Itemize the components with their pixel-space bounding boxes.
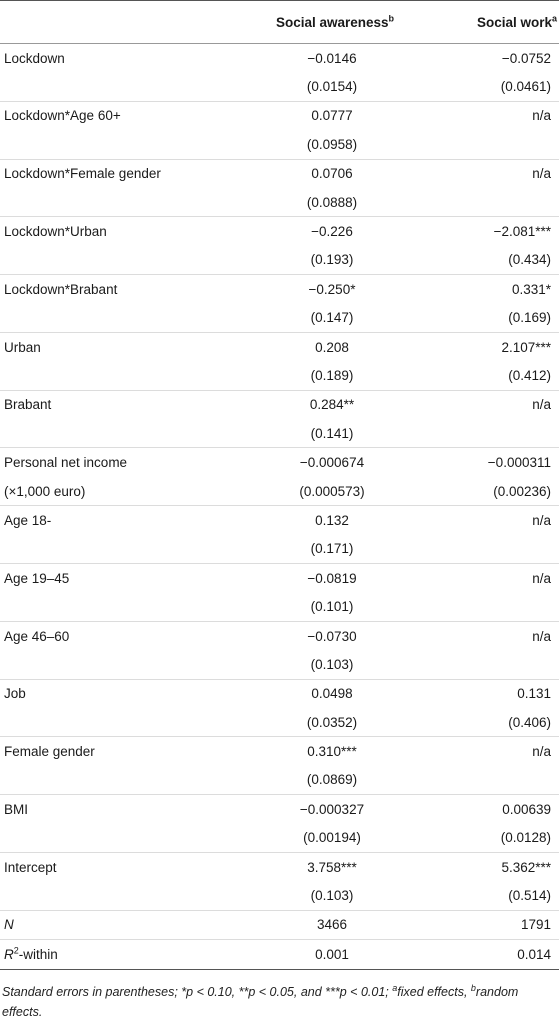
header-sup-a: a xyxy=(551,13,557,23)
row-label: Lockdown*Female gender xyxy=(0,159,234,188)
social-work-value xyxy=(422,592,559,621)
social-awareness-value: (0.193) xyxy=(310,252,354,268)
row-label xyxy=(0,708,234,737)
row-label xyxy=(0,650,234,679)
social-work-value: 1791 xyxy=(422,910,559,939)
row-label: Urban xyxy=(0,332,234,361)
social-awareness-value: (0.141) xyxy=(310,425,354,441)
social-work-value: n/a xyxy=(422,390,559,419)
social-awareness-value: (0.147) xyxy=(310,310,354,326)
row-label: Job xyxy=(0,679,234,708)
header-blank xyxy=(0,1,234,44)
social-work-value xyxy=(422,650,559,679)
social-awareness-value: −0.0730 xyxy=(234,621,422,650)
social-awareness-value: (0.0958) xyxy=(306,136,358,152)
social-awareness-value: (0.0869) xyxy=(306,772,358,788)
social-work-value xyxy=(422,535,559,564)
social-work-value: −0.000311 xyxy=(422,448,559,477)
social-work-value: (0.434) xyxy=(508,252,551,268)
row-label xyxy=(0,246,234,275)
row-label xyxy=(0,881,234,910)
header-social-work: Social work$^a$ xyxy=(422,1,559,44)
table-row xyxy=(0,419,559,448)
table-row xyxy=(0,535,559,564)
social-work-value: n/a xyxy=(422,564,559,593)
table-row xyxy=(0,910,559,939)
table-row xyxy=(0,72,559,101)
table-row xyxy=(0,246,559,275)
social-work-value xyxy=(422,419,559,448)
row-label xyxy=(0,419,234,448)
table-row xyxy=(0,448,559,477)
table-row xyxy=(0,795,559,824)
social-work-value: 0.331* xyxy=(422,275,559,304)
social-work-value: (0.0128) xyxy=(500,830,551,846)
table-row xyxy=(0,477,559,506)
row-label xyxy=(0,535,234,564)
table-row xyxy=(0,766,559,795)
table-row xyxy=(0,621,559,650)
social-work-value xyxy=(422,188,559,217)
social-awareness-value: −0.000674 xyxy=(234,448,422,477)
row-label xyxy=(0,188,234,217)
row-label xyxy=(0,824,234,853)
social-awareness-value: (0.103) xyxy=(310,888,354,904)
table-body xyxy=(0,44,559,970)
social-awareness-value: 3.758*** xyxy=(234,852,422,881)
table-row xyxy=(0,940,559,969)
row-label: Age 46–60 xyxy=(0,621,234,650)
row-label xyxy=(0,766,234,795)
social-awareness-value: 0.132 xyxy=(234,506,422,535)
table-row xyxy=(0,188,559,217)
social-work-value: (0.169) xyxy=(508,310,551,326)
social-awareness-value: 0.208 xyxy=(234,332,422,361)
row-label: $R^2$-within xyxy=(0,940,234,969)
row-label: BMI xyxy=(0,795,234,824)
table-row xyxy=(0,564,559,593)
social-awareness-value: 0.284** xyxy=(234,390,422,419)
social-awareness-value: (0.000573) xyxy=(299,483,365,499)
row-label xyxy=(0,72,234,101)
social-awareness-value: −0.0146 xyxy=(307,50,357,66)
table-row xyxy=(0,650,559,679)
social-work-value xyxy=(422,766,559,795)
social-work-value: 0.131 xyxy=(422,679,559,708)
social-work-value: −0.0752 xyxy=(501,50,551,66)
social-awareness-value: 0.0498 xyxy=(234,679,422,708)
social-work-value: (0.514) xyxy=(508,888,551,904)
table-row xyxy=(0,824,559,853)
social-awareness-value: 0.0706 xyxy=(234,159,422,188)
table-row xyxy=(0,708,559,737)
row-label xyxy=(0,361,234,390)
social-awareness-value: 0.0777 xyxy=(234,101,422,130)
social-awareness-value: (0.00194) xyxy=(303,830,361,846)
social-work-value: 2.107*** xyxy=(422,332,559,361)
social-awareness-value: (0.189) xyxy=(310,367,354,383)
table-row xyxy=(0,332,559,361)
social-awareness-value: (0.101) xyxy=(310,599,354,615)
row-label: Lockdown*Urban xyxy=(0,217,234,246)
social-work-value: n/a xyxy=(422,159,559,188)
social-work-value: (0.412) xyxy=(508,367,551,383)
social-work-value: n/a xyxy=(422,737,559,766)
social-work-value: 0.014 xyxy=(422,940,559,969)
row-label: Lockdown*Brabant xyxy=(0,275,234,304)
row-label: Brabant xyxy=(0,390,234,419)
table-row xyxy=(0,390,559,419)
header-sup-b: b xyxy=(388,13,395,23)
row-label: Intercept xyxy=(0,852,234,881)
social-awareness-value: (0.171) xyxy=(310,541,354,557)
table-row xyxy=(0,101,559,130)
row-label xyxy=(0,130,234,159)
social-work-value: 5.362*** xyxy=(422,852,559,881)
header-social-awareness: Social awareness$^b$ xyxy=(234,1,422,44)
social-work-value: (0.0461) xyxy=(500,79,551,95)
table-row xyxy=(0,852,559,881)
social-awareness-value: (0.0888) xyxy=(306,194,358,210)
table-row xyxy=(0,592,559,621)
row-label: N xyxy=(0,910,234,939)
social-work-value: n/a xyxy=(422,621,559,650)
row-label: Lockdown xyxy=(4,50,65,66)
table-footnote: Standard errors in parentheses; *p < 0.10, **p < 0.05, and ***p < 0.01; $^a$fixed effects, $^b$random effects. xyxy=(2,982,519,1019)
row-label: Age 18- xyxy=(0,506,234,535)
row-label: Female gender xyxy=(0,737,234,766)
table-row xyxy=(0,44,559,73)
row-label xyxy=(0,592,234,621)
social-work-value: n/a xyxy=(422,506,559,535)
row-label: Personal net income xyxy=(0,448,234,477)
table-row xyxy=(0,881,559,910)
table-row xyxy=(0,217,559,246)
table-row xyxy=(0,361,559,390)
social-work-value: n/a xyxy=(422,101,559,130)
social-work-value: (0.00236) xyxy=(493,483,551,499)
row-label: Lockdown*Age 60+ xyxy=(0,101,234,130)
social-awareness-value: 0.001 xyxy=(234,940,422,969)
table-row xyxy=(0,159,559,188)
table-row xyxy=(0,130,559,159)
row-label: Age 19–45 xyxy=(0,564,234,593)
social-awareness-value: (0.0352) xyxy=(306,714,358,730)
social-work-value: (0.406) xyxy=(508,714,551,730)
row-label: (×1,000 euro) xyxy=(4,483,86,499)
table-row xyxy=(0,275,559,304)
table-row xyxy=(0,506,559,535)
table-header-row xyxy=(0,1,559,44)
row-label xyxy=(0,304,234,333)
social-work-value: 0.00639 xyxy=(422,795,559,824)
social-awareness-value: −0.226 xyxy=(234,217,422,246)
table-row xyxy=(0,304,559,333)
social-awareness-value: −0.0819 xyxy=(234,564,422,593)
social-awareness-value: (0.103) xyxy=(310,656,354,672)
social-awareness-value: −0.000327 xyxy=(234,795,422,824)
table-row xyxy=(0,737,559,766)
table-row xyxy=(0,679,559,708)
social-awareness-value: (0.0154) xyxy=(306,79,358,95)
social-awareness-value: 0.310*** xyxy=(234,737,422,766)
social-awareness-value: 3466 xyxy=(234,910,422,939)
social-awareness-value: −0.250* xyxy=(234,275,422,304)
social-work-value: −2.081*** xyxy=(422,217,559,246)
social-work-value xyxy=(422,130,559,159)
